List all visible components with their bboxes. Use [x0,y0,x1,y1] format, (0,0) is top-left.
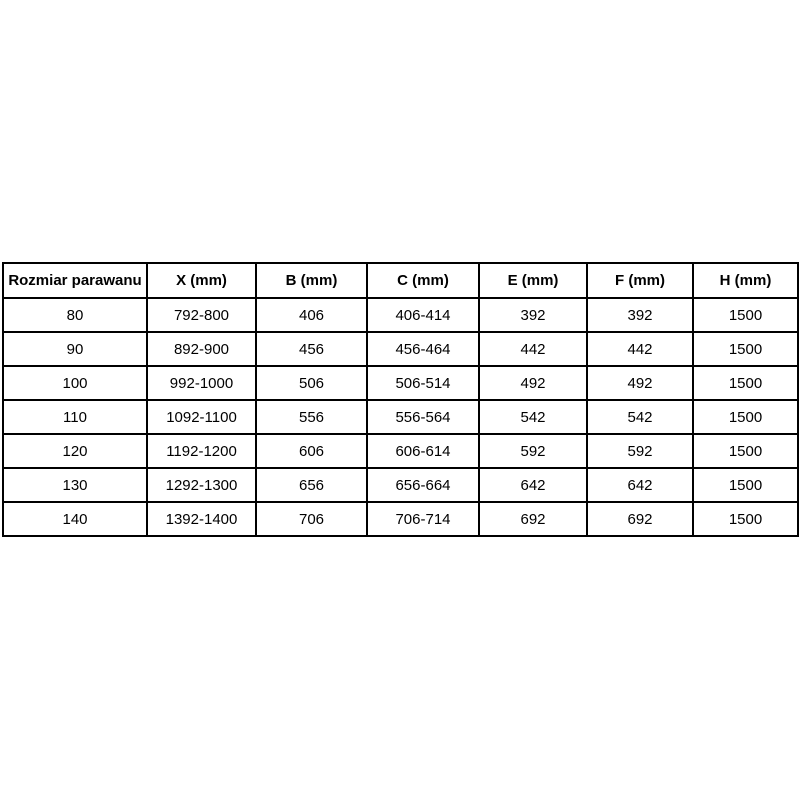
table-cell: 892-900 [147,332,256,366]
table-cell: 1092-1100 [147,400,256,434]
table-cell: 492 [479,366,587,400]
table-cell: 1500 [693,468,798,502]
table-cell: 442 [479,332,587,366]
column-header: Rozmiar parawanu [3,263,147,298]
table-cell: 642 [479,468,587,502]
column-header: B (mm) [256,263,367,298]
table-cell: 506-514 [367,366,479,400]
table-cell: 1392-1400 [147,502,256,536]
table-cell: 556-564 [367,400,479,434]
table-cell: 90 [3,332,147,366]
table-cell: 406-414 [367,298,479,332]
table-cell: 542 [587,400,693,434]
table-cell: 110 [3,400,147,434]
table-cell: 456-464 [367,332,479,366]
table-cell: 506 [256,366,367,400]
table-cell: 656-664 [367,468,479,502]
table-cell: 1500 [693,332,798,366]
table-cell: 456 [256,332,367,366]
column-header: F (mm) [587,263,693,298]
table-cell: 1500 [693,366,798,400]
table-row [3,332,798,366]
table-cell: 706 [256,502,367,536]
table-cell: 140 [3,502,147,536]
table-cell: 556 [256,400,367,434]
table-row [3,400,798,434]
table-row [3,366,798,400]
table-cell: 1500 [693,502,798,536]
table-header-row [3,263,798,298]
table-cell: 592 [479,434,587,468]
table-cell: 1500 [693,400,798,434]
column-header: X (mm) [147,263,256,298]
table-cell: 656 [256,468,367,502]
table-cell: 1292-1300 [147,468,256,502]
column-header: H (mm) [693,263,798,298]
table-row [3,468,798,502]
table-cell: 1500 [693,434,798,468]
table-cell: 692 [587,502,693,536]
table-cell: 100 [3,366,147,400]
table-cell: 542 [479,400,587,434]
table-cell: 492 [587,366,693,400]
table-cell: 130 [3,468,147,502]
table-cell: 706-714 [367,502,479,536]
table-cell: 692 [479,502,587,536]
column-header: E (mm) [479,263,587,298]
table-cell: 392 [479,298,587,332]
table-cell: 120 [3,434,147,468]
column-header: C (mm) [367,263,479,298]
table-row [3,502,798,536]
dimensions-table [2,262,799,537]
table-cell: 1500 [693,298,798,332]
table-cell: 592 [587,434,693,468]
table-body [3,298,798,536]
table-cell: 792-800 [147,298,256,332]
table-row [3,298,798,332]
table-cell: 606-614 [367,434,479,468]
table-cell: 80 [3,298,147,332]
table-cell: 392 [587,298,693,332]
table-row [3,434,798,468]
table-cell: 406 [256,298,367,332]
table-cell: 606 [256,434,367,468]
table-cell: 442 [587,332,693,366]
table-cell: 642 [587,468,693,502]
table-cell: 992-1000 [147,366,256,400]
table-cell: 1192-1200 [147,434,256,468]
